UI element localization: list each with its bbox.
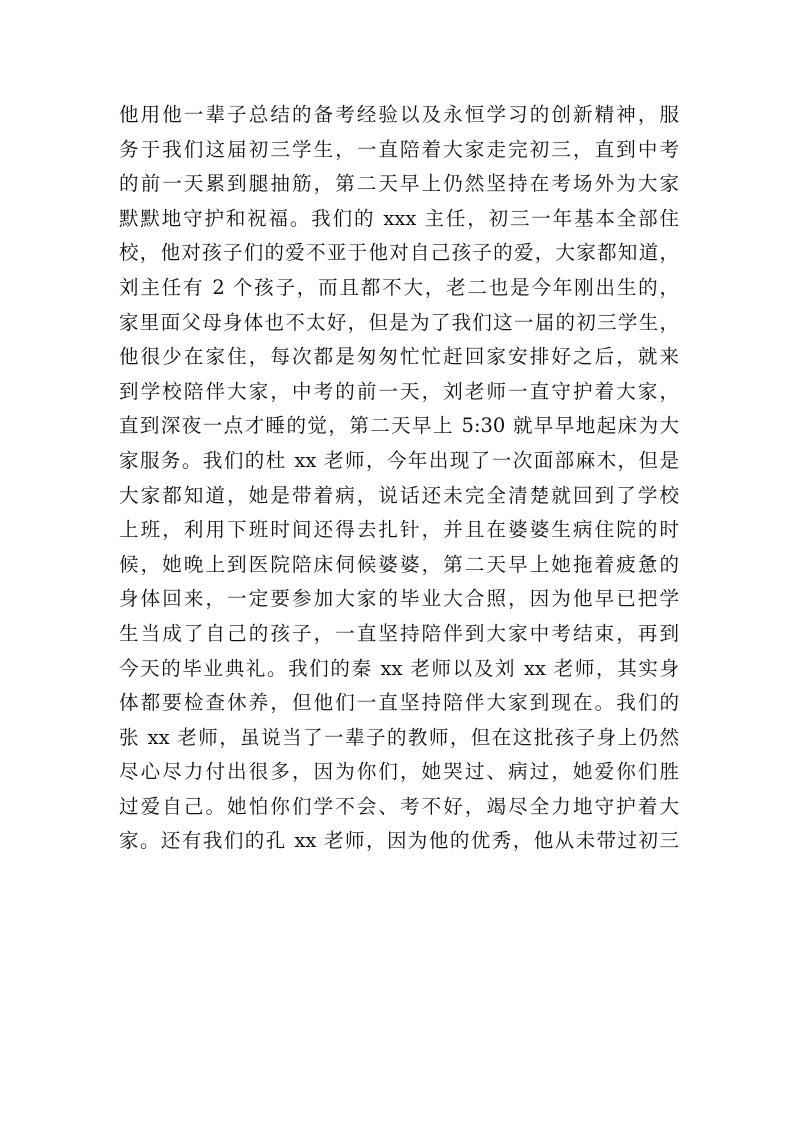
paragraph-line: 的前一天累到腿抽筋，第二天早上仍然坚持在考场外为大家 — [119, 172, 679, 196]
paragraph-line: 生当成了自己的孩子，一直坚持陪伴到大家中考结束，再到 — [119, 621, 679, 645]
paragraph-line: 他用他一辈子总结的备考经验以及永恒学习的创新精神，服 — [119, 103, 679, 126]
body-paragraph — [119, 98, 679, 859]
paragraph-line: 刘主任有 2 个孩子，而且都不大，老二也是今年刚出生的， — [119, 275, 679, 299]
paragraph-line: 过爱自己。她怕你们学不会、考不好，竭尽全力地守护着大 — [119, 794, 679, 818]
paragraph-line: 今天的毕业典礼。我们的秦 xx 老师以及刘 xx 老师，其实身 — [119, 656, 679, 680]
paragraph-line: 家。还有我们的孔 xx 老师，因为他的优秀，他从未带过初三 — [119, 829, 679, 853]
paragraph-line: 体都要检查休养，但他们一直坚持陪伴大家到现在。我们的 — [119, 691, 679, 715]
paragraph-line: 家里面父母身体也不太好，但是为了我们这一届的初三学生， — [119, 310, 679, 334]
paragraph-line: 务于我们这届初三学生，一直陪着大家走完初三，直到中考 — [119, 137, 679, 161]
paragraph-line: 候，她晚上到医院陪床伺候婆婆，第二天早上她拖着疲惫的 — [119, 552, 679, 576]
paragraph-line: 直到深夜一点才睡的觉，第二天早上 5:30 就早早地起床为大 — [119, 414, 679, 438]
paragraph-line: 到学校陪伴大家，中考的前一天，刘老师一直守护着大家， — [119, 379, 679, 403]
paragraph-line: 家服务。我们的杜 xx 老师，今年出现了一次面部麻木，但是 — [119, 448, 679, 472]
paragraph-line: 大家都知道，她是带着病，说话还未完全清楚就回到了学校 — [119, 483, 679, 507]
paragraph-line: 默默地守护和祝福。我们的 xxx 主任，初三一年基本全部住 — [119, 206, 679, 230]
paragraph-line: 身体回来，一定要参加大家的毕业大合照，因为他早已把学 — [119, 587, 679, 611]
paragraph-line: 尽心尽力付出很多，因为你们，她哭过、病过，她爱你们胜 — [119, 760, 679, 784]
paragraph-line: 他很少在家住，每次都是匆匆忙忙赶回家安排好之后，就来 — [119, 345, 679, 369]
paragraph-line: 校，他对孩子们的爱不亚于他对自己孩子的爱，大家都知道， — [119, 241, 679, 265]
paragraph-line: 上班，利用下班时间还得去扎针，并且在婆婆生病住院的时 — [119, 518, 679, 542]
paragraph-line: 张 xx 老师，虽说当了一辈子的教师，但在这批孩子身上仍然 — [119, 725, 679, 749]
